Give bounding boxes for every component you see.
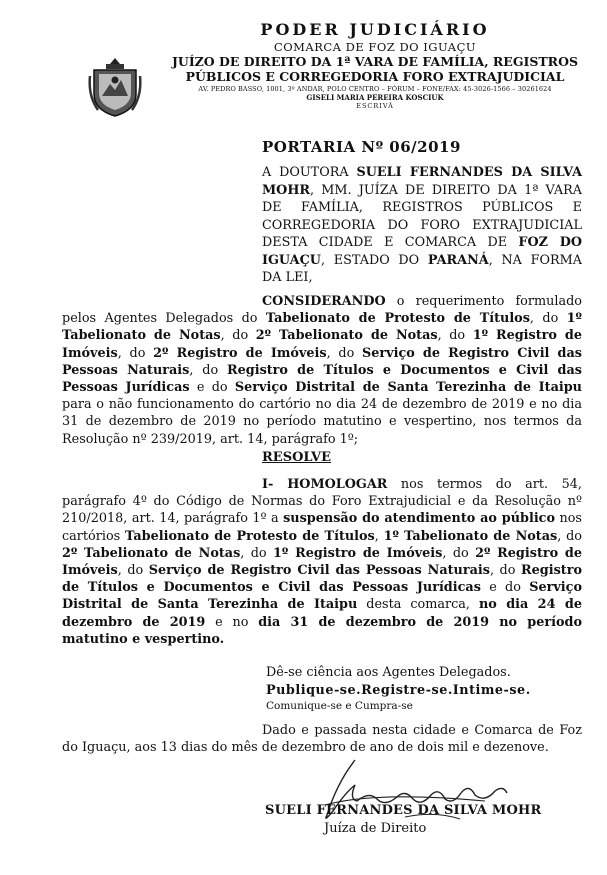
signer-role: Juíza de Direito — [324, 821, 427, 836]
intro-text: , NA FORMA DA LEI, — [262, 252, 582, 285]
considerando-lead: CONSIDERANDO — [262, 294, 386, 309]
text: , do — [189, 362, 227, 378]
publique-line: Publique-se.Registre-se.Intime-se. — [266, 683, 531, 698]
text: , do — [437, 328, 473, 344]
court-division-line1: JUÍZO DE DIREITO DA 1ª VARA DE FAMÍLIA, REGISTROS — [172, 54, 578, 69]
office-name: Serviço Distrital de Santa Terezinha de Itaipu — [62, 580, 582, 613]
court-address: AV. PEDRO BASSO, 1001, 3º ANDAR, POLO CENTRO – FÓRUM – FONE/FAX: 45-3026-1566 – 30261624 — [198, 85, 552, 93]
text: , do — [442, 545, 476, 561]
office-name: 2º Tabelionato de Notas — [255, 328, 438, 344]
office-name: Tabelionato de Protesto de Títulos — [125, 528, 375, 544]
court-name: PODER JUDICIÁRIO — [260, 20, 490, 39]
text: nos termos do art. 54, parágrafo 4º do Código de Normas do Foro Extrajudicial e da Resolução nº 210/2018, art. 14, parágrafo 1º a — [62, 477, 582, 527]
resolve-heading: RESOLVE — [262, 450, 332, 465]
comunique-line: Comunique-se e Cumpra-se — [266, 700, 413, 712]
intro-paragraph — [262, 164, 582, 287]
intro-text: , ESTADO DO — [320, 252, 428, 268]
intro-text: , MM. JUÍZA DE DIREITO DA 1ª VARA DE FAMÍLIA, REGISTROS PÚBLICOS E CORREGEDORIA DO FORO EXTRAJUDICIAL DESTA CIDADE E COMARCA DE — [262, 182, 582, 250]
text: , do — [529, 311, 567, 327]
office-name: Serviço Distrital de Santa Terezinha de Itaipu — [234, 380, 582, 396]
portaria-title: PORTARIA Nº 06/2019 — [262, 138, 461, 156]
text: , do — [240, 545, 274, 561]
text: , do — [489, 563, 521, 579]
text: e do — [480, 580, 530, 596]
text: , do — [117, 345, 154, 361]
text: e no — [205, 614, 259, 630]
ciencia-line: Dê-se ciência aos Agentes Delegados. — [266, 665, 511, 680]
office-name: 1º Registro de Imóveis — [62, 328, 582, 361]
text: nos cartórios — [62, 511, 582, 544]
text: e do — [189, 380, 235, 396]
coat-of-arms-icon — [88, 56, 142, 118]
office-name: 2º Registro de Imóveis — [153, 345, 327, 361]
text: , do — [220, 328, 256, 344]
dado-text: Dado e passada nesta cidade e Comarca de Foz do Iguaçu, aos 13 dias do mês de dezembro de ano de dois mil e dezenove. — [62, 723, 582, 756]
city-name: FOZ DO IGUAÇU — [262, 235, 582, 268]
considerando-paragraph — [62, 293, 582, 448]
text: , do — [117, 563, 149, 579]
text: o requerimento formulado pelos Agentes Delegados do — [62, 294, 582, 327]
clerk-name: GISELI MARIA PEREIRA KOSCIUK — [306, 93, 444, 102]
text: para o não funcionamento do cartório no dia 24 de dezembro de 2019 e no dia 31 de dezembro de 2019 no período matutino e vespertino, nos termos da Resolução nº 239/2019, art. 14, parágrafo 1º; — [62, 397, 582, 447]
court-division-line2: PÚBLICOS E CORREGEDORIA FORO EXTRAJUDICIAL — [185, 69, 565, 84]
office-name: Registro de Títulos e Documentos e Civil das Pessoas Jurídicas — [62, 563, 582, 596]
emphasis-date: dia 31 de dezembro de 2019 no período matutino e vespertino. — [62, 614, 582, 647]
clerk-role: ESCRIVÃ — [356, 102, 394, 110]
office-name: 2º Tabelionato de Notas — [62, 545, 241, 561]
office-name: 1º Tabelionato de Notas — [62, 311, 582, 344]
resolve-paragraph — [62, 476, 582, 648]
letterhead — [170, 20, 580, 110]
emphasis: suspensão do atendimento ao público — [283, 511, 556, 527]
dado-paragraph — [62, 722, 582, 756]
resolve-lead: I- HOMOLOGAR — [262, 477, 388, 492]
office-name: 2º Registro de Imóveis — [62, 545, 582, 579]
text: desta comarca, — [357, 597, 479, 613]
office-name: 1º Registro de Imóveis — [273, 545, 443, 561]
comarca-name: COMARCA DE FOZ DO IGUAÇU — [273, 40, 477, 54]
office-name: Tabelionato de Protesto de Títulos — [265, 311, 530, 327]
text: , — [374, 528, 384, 544]
office-name: 1º Tabelionato de Notas — [383, 528, 558, 544]
state-name: PARANÁ — [427, 252, 489, 268]
text: , do — [557, 528, 582, 544]
office-name: Registro de Títulos e Documentos e Civil das Pessoas Jurídicas — [62, 362, 582, 396]
signer-name: SUELI FERNANDES DA SILVA MOHR — [265, 803, 542, 818]
office-name: Serviço de Registro Civil das Pessoas Naturais — [62, 345, 582, 378]
emphasis-date: no dia 24 de dezembro de 2019 — [62, 597, 582, 630]
intro-text: A DOUTORA — [262, 165, 357, 180]
judge-name: SUELI FERNANDES DA SILVA MOHR — [262, 165, 582, 198]
text: , do — [326, 345, 363, 361]
office-name: Serviço de Registro Civil das Pessoas Naturais — [148, 563, 490, 579]
